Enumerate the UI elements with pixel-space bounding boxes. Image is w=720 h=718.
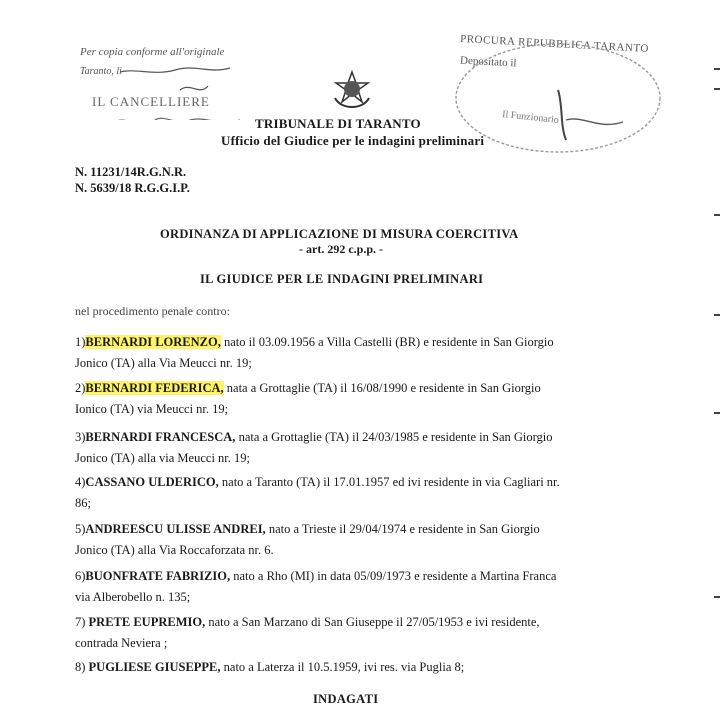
entry-number: 6) [75,569,86,583]
ref-rggip: N. 5639/18 R.G.G.I.P. [75,181,190,195]
defendant-entry [75,657,626,678]
defendant-details: nato a Laterza il 10.5.1959, ivi res. via Puglia 8; [220,660,465,674]
court-name: TRIBUNALE DI TARANTO [255,116,421,131]
defendant-entry [75,612,626,654]
clerk-signature [80,60,250,120]
stamp-line-date: Taranto, li [80,66,122,77]
stamp-line-clerk: IL CANCELLIERE [92,94,210,109]
defendant-name: BERNARDI FRANCESCA, [85,430,236,444]
deposit-stamp-date: Depositato il [459,54,517,70]
defendant-address: Jonico (TA) alla Via Meucci nr. 19; [75,356,252,370]
defendant-address: Jonico (TA) alla Via Roccaforzata nr. 6. [75,543,274,557]
deposit-stamp-office: PROCURA REPUBBLICA TARANTO [459,33,650,55]
scan-edge-mark [714,68,720,70]
scan-edge-mark [714,88,720,90]
entry-number: 7) [75,615,89,629]
entry-number: 3) [75,430,86,444]
defendant-name: PRETE EUPREMIO, [88,615,206,629]
defendant-name: CASSANO ULDERICO, [85,475,219,489]
scan-edge-mark [714,314,720,316]
defendant-details: nato a San Marzano di San Giuseppe il 27/05/1953 e ivi residente, [205,615,540,629]
defendant-entry [75,519,626,561]
defendant-name: PUGLIESE GIUSEPPE, [88,660,221,674]
defendant-entry [75,472,626,514]
scan-edge-mark [714,596,720,598]
stamp-line-copy: Per copia conforme all'originale [80,46,225,58]
defendant-entry [75,378,626,420]
entry-number: 1) [75,335,86,349]
entry-number: 5) [75,522,86,536]
defendant-entry [75,566,626,608]
defendant-name: BERNARDI LORENZO, [85,335,221,349]
defendant-details: nato a Rho (MI) in data 05/09/1973 e residente a Martina Franca [230,569,557,583]
defendant-details: nato il 03.09.1956 a Villa Castelli (BR) e residente in San Giorgio [220,335,554,349]
defendant-entry [75,332,626,374]
entry-number: 4) [75,475,86,489]
defendant-name: BUONFRATE FABRIZIO, [85,569,231,583]
ref-rgnr: N. 11231/14R.G.N.R. [75,165,187,179]
republic-emblem [331,68,373,112]
defendant-name: BERNARDI FEDERICA, [85,381,224,395]
entry-number: 8) [75,660,89,674]
suspects-heading: INDAGATI [313,692,379,706]
defendant-address: 86; [75,496,91,510]
court-office: Ufficio del Giudice per le indagini preliminari [221,133,485,148]
intro-line: nel procedimento penale contro: [75,304,230,318]
document-subtitle: - art. 292 c.p.p. - [299,242,383,256]
defendant-details: nata a Grottaglie (TA) il 24/03/1985 e residente in San Giorgio [235,430,553,444]
defendant-address: via Alberobello n. 135; [75,590,191,604]
scan-edge-mark [714,214,720,216]
defendant-name: ANDREESCU ULISSE ANDREI, [85,522,266,536]
defendant-details: nata a Grottaglie (TA) il 16/08/1990 e residente in San Giorgio [223,381,541,395]
defendant-entry [75,427,626,469]
scan-edge-mark [714,412,720,414]
entry-number: 2) [75,381,86,395]
defendant-address: Ionico (TA) via Meucci nr. 19; [75,402,229,416]
defendant-address: contrada Neviera ; [75,636,168,650]
document-title: ORDINANZA DI APPLICAZIONE DI MISURA COERCITIVA [160,227,519,241]
defendant-details: nato a Taranto (TA) il 17.01.1957 ed ivi residente in via Cagliari nr. [218,475,560,489]
defendant-address: Jonico (TA) alla via Meucci nr. 19; [75,451,250,465]
defendant-details: nato a Trieste il 29/04/1974 e residente in San Giorgio [265,522,540,536]
judge-heading: IL GIUDICE PER LE INDAGINI PRELIMINARI [200,272,484,286]
deposit-stamp-officer: Il Funzionario [501,109,560,126]
